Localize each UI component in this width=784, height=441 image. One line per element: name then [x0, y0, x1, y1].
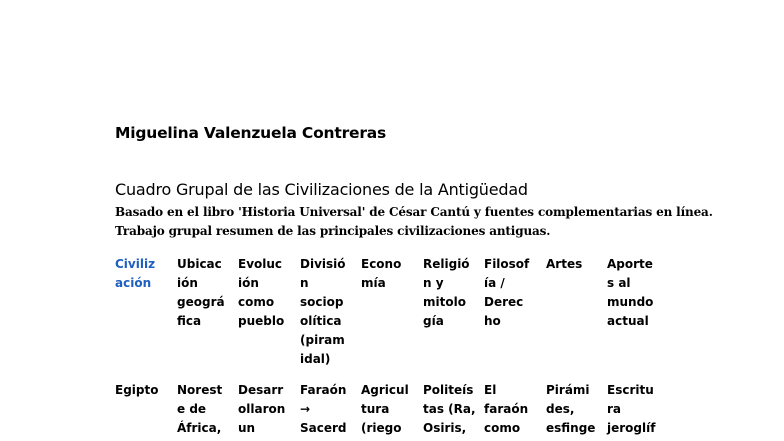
cell-egipto-filosofia: El faraón como: [484, 383, 529, 435]
header-religion: Religió n y mitolo gía: [423, 257, 470, 328]
header-ubicacion: Ubicac ión geográ fica: [177, 257, 225, 328]
cell-egipto-ubicacion: Norest e de África,: [177, 383, 223, 435]
cell-egipto-division: Faraón → Sacerd: [300, 383, 347, 435]
cell-egipto-civilizacion: Egipto: [115, 383, 159, 397]
document-title: Cuadro Grupal de las Civilizaciones de la Antigüedad: [115, 180, 528, 199]
header-division: Divisió n sociop olítica (piram idal): [300, 257, 346, 366]
header-aportes: Aporte s al mundo actual: [607, 257, 654, 328]
cell-egipto-religion: Politeís tas (Ra, Osiris,: [423, 383, 476, 435]
subtitle-line-1: Basado en el libro 'Historia Universal' de César Cantú y fuentes complementarias en línea.: [115, 205, 713, 219]
cell-egipto-evolucion: Desarr ollaron un: [238, 383, 286, 435]
cell-egipto-aportes: Escritu ra jeroglíf: [607, 383, 656, 435]
header-filosofia: Filosof ía / Derec ho: [484, 257, 530, 328]
cell-egipto-economia: Agricul tura (riego: [361, 383, 409, 435]
header-civilizacion: Civiliz ación: [115, 257, 156, 290]
header-artes: Artes: [546, 257, 583, 271]
header-evolucion: Evoluc ión como pueblo: [238, 257, 285, 328]
header-economia: Econo mía: [361, 257, 402, 290]
author-name: Miguelina Valenzuela Contreras: [115, 124, 387, 142]
cell-egipto-artes: Pirámi des, esfinge: [546, 383, 596, 435]
subtitle-line-2: Trabajo grupal resumen de las principales civilizaciones antiguas.: [115, 224, 551, 238]
